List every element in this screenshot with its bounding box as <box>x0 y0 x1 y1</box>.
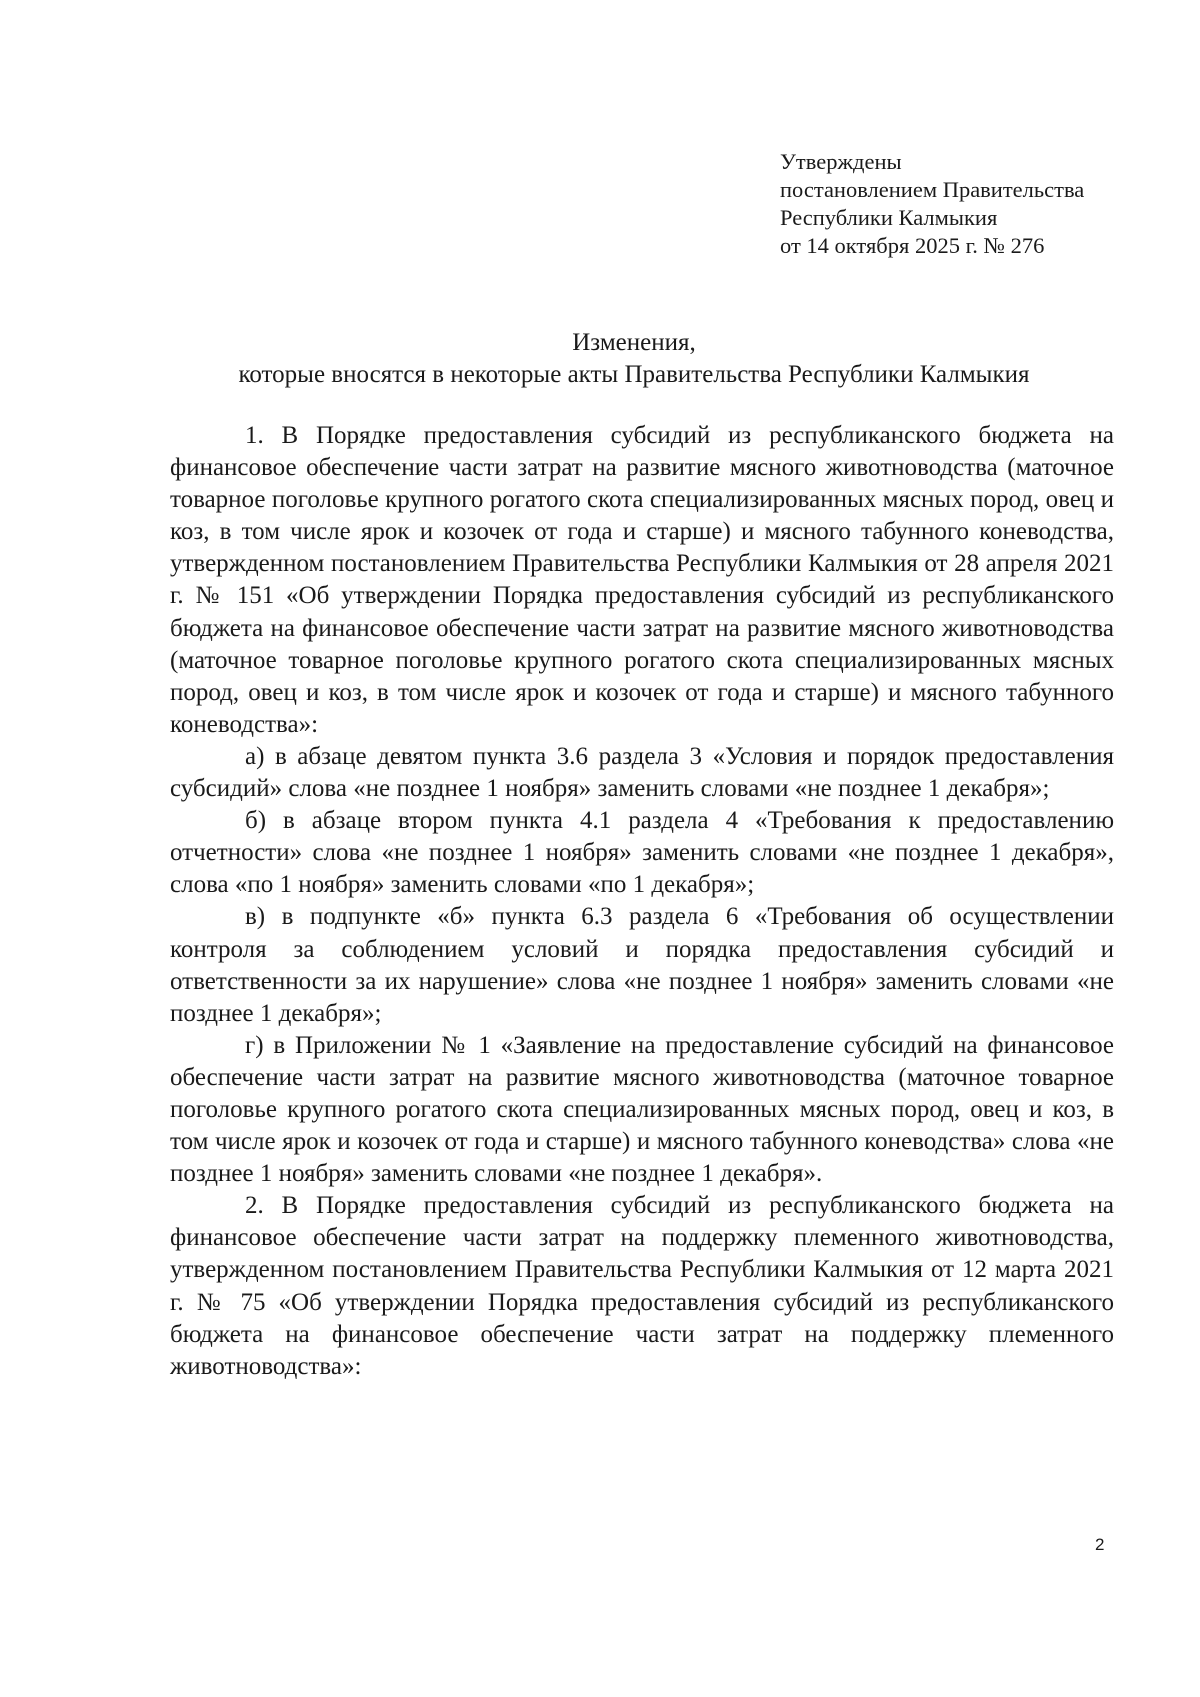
paragraph-1b: б) в абзаце втором пункта 4.1 раздела 4 «Требования к предоставлению отчетности» слова «не позднее 1 ноября» заменить словами «не позднее 1 декабря», слова «по 1 ноября» заменить словами «по 1 декабря»; <box>170 807 1114 899</box>
paragraph-1d: г) в Приложении № 1 «Заявление на предоставление субсидий на финансовое обеспечение части затрат на развитие мясного животноводства (маточное товарное поголовье крупного рогатого скота специализированных мясных пород, овец и коз, в том числе ярок и козочек от года и старше) и мясного табунного коневодства» слова «не позднее 1 ноября» заменить словами «не позднее 1 декабря». <box>170 1031 1114 1188</box>
approval-line: Утверждены <box>780 149 902 174</box>
document-title <box>150 327 1118 391</box>
page-number: 2 <box>1095 1535 1105 1554</box>
approval-stamp <box>780 148 1160 260</box>
paragraph-1a: а) в абзаце девятом пункта 3.6 раздела 3 «Условия и порядок предоставления субсидий» слова «не позднее 1 ноября» заменить словами «не позднее 1 декабря»; <box>170 742 1114 803</box>
title-line-1: Изменения, <box>572 329 696 356</box>
approval-line: постановлением Правительства <box>780 177 1085 202</box>
approval-line: Республики Калмыкия <box>780 205 998 230</box>
document-body <box>170 420 1114 1383</box>
paragraph-1: 1. В Порядке предоставления субсидий из республиканского бюджета на финансовое обеспечение части затрат на развитие мясного животноводства (маточное товарное поголовье крупного рогатого скота специализированных мясных пород, овец и коз, в том числе ярок и козочек от года и старше) и мясного табунного коневодства, утвержденном постановлением Правительства Республики Калмыкия от 28 апреля 2021 г. № 151 «Об утверждении Порядка предоставления субсидий из республиканского бюджета на финансовое обеспечение части затрат на развитие мясного животноводства (маточное товарное поголовье крупного рогатого скота специализированных мясных пород, овец и коз, в том числе ярок и козочек от года и старше) и мясного табунного коневодства»: <box>170 422 1114 738</box>
approval-line: от 14 октября 2025 г. № 276 <box>780 233 1045 258</box>
title-line-2: которые вносятся в некоторые акты Правительства Республики Калмыкия <box>238 361 1030 388</box>
paragraph-1c: в) в подпункте «б» пункта 6.3 раздела 6 «Требования об осуществлении контроля за соблюдением условий и порядка предоставления субсидий и ответственности за их нарушение» слова «не позднее 1 ноября» заменить словами «не позднее 1 декабря»; <box>170 903 1114 1027</box>
paragraph-2: 2. В Порядке предоставления субсидий из республиканского бюджета на финансовое обеспечение части затрат на поддержку племенного животноводства, утвержденном постановлением Правительства Республики Калмыкия от 12 марта 2021 г. № 75 «Об утверждении Порядка предоставления субсидий из республиканского бюджета на финансовое обеспечение части затрат на поддержку племенного животноводства»: <box>170 1192 1114 1380</box>
